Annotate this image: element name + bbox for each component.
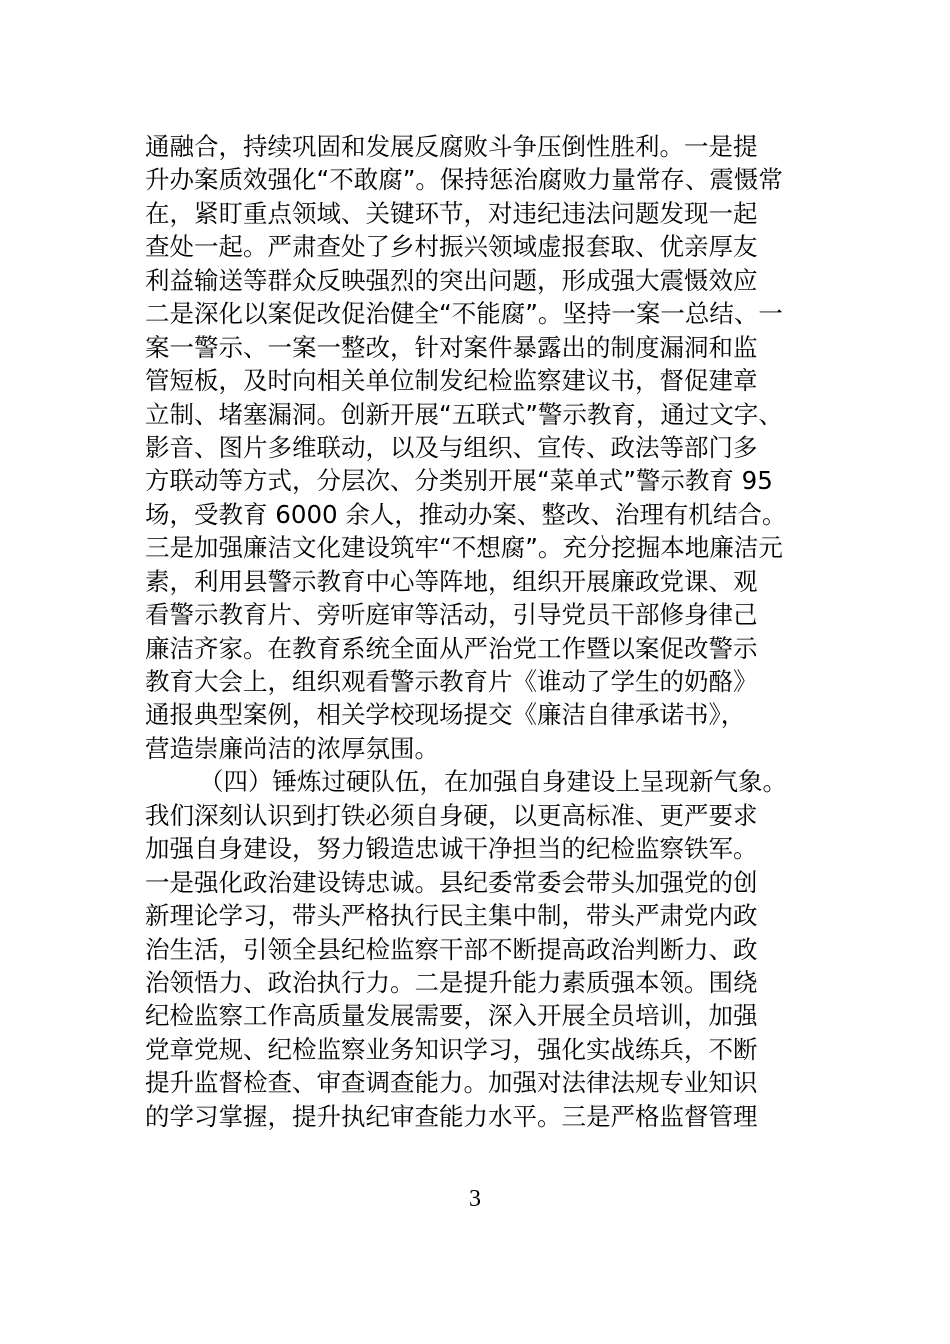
text-line: 案一警示、一案一整改，针对案件暴露出的制度漏洞和监 xyxy=(145,332,758,362)
text-line: 营造崇廉尚洁的浓厚氛围。 xyxy=(145,733,439,763)
text-line: 场，受教育 6000 余人，推动办案、整改、治理有机结合。 xyxy=(145,499,787,529)
text-line: 看警示教育片、旁听庭审等活动，引导党员干部修身律己 xyxy=(145,600,758,630)
section-heading-line: （四）锤炼过硬队伍，在加强自身建设上呈现新气象。 xyxy=(199,767,787,797)
text-line: 教育大会上，组织观看警示教育片《谁动了学生的奶酪》 xyxy=(145,667,758,696)
text-line: 新理论学习，带头严格执行民主集中制，带头严肃党内政 xyxy=(145,901,758,931)
text-line: 一是强化政治建设铸忠诚。县纪委常委会带头加强党的创 xyxy=(145,867,758,897)
text-line: 利益输送等群众反映强烈的突出问题，形成强大震慑效应 xyxy=(145,265,758,295)
text-line: 二是深化以案促改促治健全“不能腐”。坚持一案一总结、一 xyxy=(145,299,783,329)
text-line: 升办案质效强化“不敢腐”。保持惩治腐败力量常存、震慑常 xyxy=(145,165,783,195)
text-line: 治生活，引领全县纪检监察干部不断提高政治判断力、政 xyxy=(145,934,758,964)
page-number: 3 xyxy=(469,1186,481,1212)
text-line: 治领悟力、政治执行力。二是提升能力素质强本领。围绕 xyxy=(145,967,758,997)
text-line: 通融合，持续巩固和发展反腐败斗争压倒性胜利。一是提 xyxy=(145,132,758,161)
text-line: 通报典型案例，相关学校现场提交《廉洁自律承诺书》， xyxy=(145,700,746,730)
text-line: 党章党规、纪检监察业务知识学习，强化实战练兵，不断 xyxy=(145,1034,758,1064)
body-text xyxy=(145,130,825,1133)
text-line: 加强自身建设，努力锻造忠诚干净担当的纪检监察铁军。 xyxy=(145,834,758,864)
text-line: 提升监督检查、审查调查能力。加强对法律法规专业知识 xyxy=(145,1068,758,1098)
text-line: 我们深刻认识到打铁必须自身硬，以更高标准、更严要求 xyxy=(145,800,758,830)
text-line: 管短板，及时向相关单位制发纪检监察建议书，督促建章 xyxy=(145,366,758,396)
text-line: 的学习掌握，提升执纪审查能力水平。三是严格监督管理 xyxy=(145,1101,758,1131)
text-line: 立制、堵塞漏洞。创新开展“五联式”警示教育，通过文字、 xyxy=(145,399,783,429)
text-line: 纪检监察工作高质量发展需要，深入开展全员培训，加强 xyxy=(145,1001,758,1031)
text-line: 影音、图片多维联动，以及与组织、宣传、政法等部门多 xyxy=(145,432,758,462)
text-line: 廉洁齐家。在教育系统全面从严治党工作暨以案促改警示 xyxy=(145,633,758,663)
text-line: 三是加强廉洁文化建设筑牢“不想腐”。充分挖掘本地廉洁元 xyxy=(145,533,783,563)
text-line: 方联动等方式，分层次、分类别开展“菜单式”警示教育 95 xyxy=(145,466,773,496)
text-line: 素，利用县警示教育中心等阵地，组织开展廉政党课、观 xyxy=(145,566,758,596)
text-line: 查处一起。严肃查处了乡村振兴领域虚报套取、优亲厚友 xyxy=(145,232,758,262)
text-line: 在，紧盯重点领域、关键环节，对违纪违法问题发现一起 xyxy=(145,198,758,228)
